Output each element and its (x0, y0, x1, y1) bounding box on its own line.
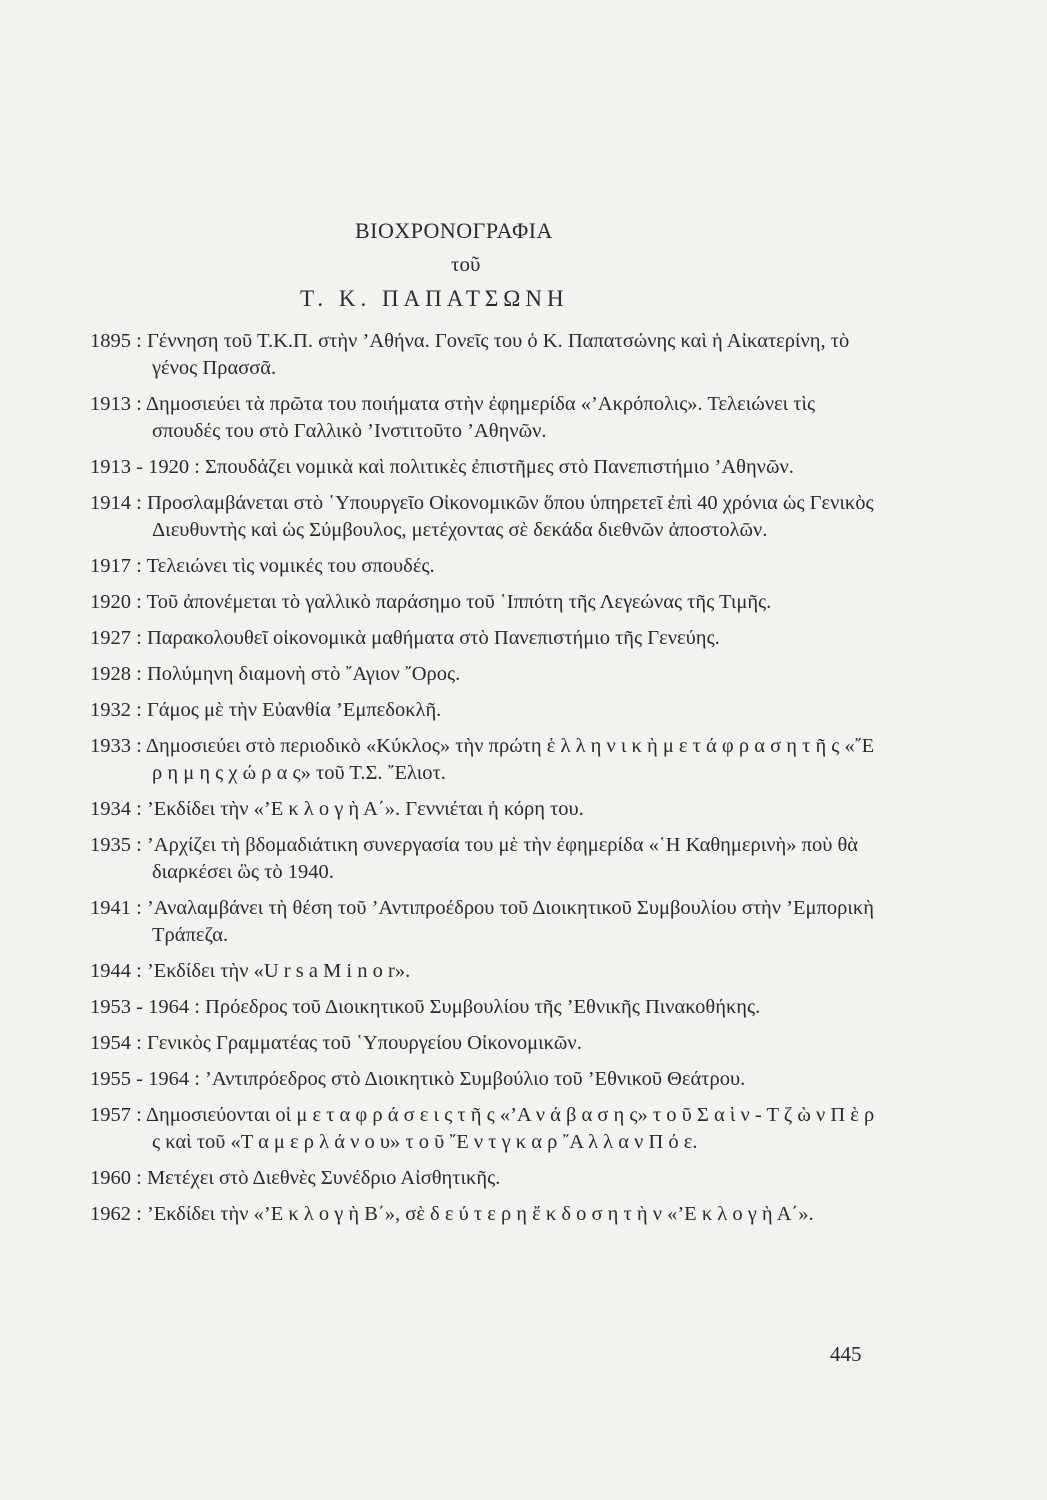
entry-text: ’Αντιπρόεδρος στὸ Διοικητικὸ Συμβούλιο τοῦ ’Εθνικοῦ Θεάτρου. (205, 1068, 746, 1090)
chronology-entry (90, 1165, 880, 1192)
chronology-entry (90, 1102, 880, 1156)
entry-text: Σπουδάζει νομικὰ καὶ πολιτικὲς ἐπιστῆμες στὸ Πανεπιστήμιο ’Αθηνῶν. (205, 456, 794, 478)
page-title: ΒΙΟΧΡΟΝΟΓΡΑΦΙΑ (355, 218, 553, 243)
entry-text: Πολύμηνη διαμονὴ στὸ ῎Αγιον ῎Ορος. (146, 663, 461, 685)
chronology-entry (90, 1201, 880, 1228)
entry-text: Τελειώνει τὶς νομικές του σπουδές. (146, 555, 435, 577)
chronology-entry (90, 832, 880, 886)
chronology-entry (90, 328, 880, 382)
entry-year: 1953 - 1964 : (90, 996, 200, 1018)
entry-text: Γέννηση τοῦ Τ.Κ.Π. στὴν ’Αθήνα. Γονεῖς του ὁ Κ. Παπατσώνης καὶ ἡ Αἰκατερίνη, τὸ γένος Πρασσᾶ. (146, 330, 850, 379)
entry-year: 1927 : (90, 627, 142, 649)
entry-text: ’Εκδίδει τὴν «U r s a M i n o r». (146, 960, 411, 982)
entry-text: Δημοσιεύονται οἱ μ ε τ α φ ρ ά σ ε ι ς τ ῆ ς «’Α ν ά β α σ η ς» τ ο ῦ Σ α ὶ ν - Τ ζ ὼ ν Π ὲ ρ ς καὶ τοῦ «Τ α μ ε ρ λ ά ν ο υ» τ ο ῦ ῎Ε ν τ γ κ α ρ ῎Α λ λ α ν Π ό ε. (145, 1104, 875, 1153)
entry-year: 1944 : (90, 960, 142, 982)
entry-text: Προσλαμβάνεται στὸ ῾Υπουργεῖο Οἰκονομικῶν ὅπου ὑπηρετεῖ ἐπὶ 40 χρόνια ὡς Γενικὸς Διευθυντὴς καὶ ὡς Σύμβουλος, μετέχοντας σὲ δεκάδα διεθνῶν ἀποστολῶν. (146, 492, 874, 541)
entry-text: Δημοσιεύει τὰ πρῶτα του ποιήματα στὴν ἐφημερίδα «’Ακρόπολις». Τελειώνει τὶς σπουδές του στὸ Γαλλικὸ ’Ινστιτοῦτο ’Αθηνῶν. (145, 393, 816, 442)
chronology-entry (90, 625, 880, 652)
chronology-entry (90, 697, 880, 724)
chronology-entry (90, 454, 880, 481)
entry-year: 1917 : (90, 555, 142, 577)
entry-year: 1941 : (90, 897, 142, 919)
chronology-entry (90, 796, 880, 823)
entry-text: ’Εκδίδει τὴν «’Ε κ λ ο γ ὴ Α΄». Γεννιέται ἡ κόρη του. (146, 798, 584, 820)
chronology-entry (90, 661, 880, 688)
entry-text: Δημοσιεύει στὸ περιοδικὸ «Κύκλος» τὴν πρώτη ἑ λ λ η ν ι κ ὴ μ ε τ ά φ ρ α σ η τ ῆ ς «῎Ε ρ η μ η ς χ ώ ρ α ς» τοῦ Τ.Σ. ῎Ελιοτ. (145, 735, 875, 784)
entry-text: Τοῦ ἀπονέμεται τὸ γαλλικὸ παράσημο τοῦ ῾Ιππότη τῆς Λεγεώνας τῆς Τιμῆς. (146, 591, 772, 613)
entry-year: 1913 - 1920 : (90, 456, 200, 478)
chronology-entry (90, 391, 880, 445)
entry-text: Γάμος μὲ τὴν Εὐανθία ’Εμπεδοκλῆ. (146, 699, 442, 721)
entry-text: ’Εκδίδει τὴν «’Ε κ λ ο γ ὴ Β΄», σὲ δ ε ύ τ ε ρ η ἔ κ δ ο σ η τ ὴ ν «’Ε κ λ ο γ ὴ Α΄». (146, 1203, 814, 1225)
entry-text: ’Αναλαμβάνει τὴ θέση τοῦ ’Αντιπροέδρου τοῦ Διοικητικοῦ Συμβουλίου στὴν ’Εμπορικὴ Τράπεζα. (146, 897, 874, 946)
chronology-entry (90, 553, 880, 580)
entry-year: 1913 : (90, 393, 142, 415)
entry-year: 1960 : (90, 1167, 142, 1189)
author-name: Τ. Κ. ΠΑΠΑΤΣΩΝΗ (300, 286, 569, 311)
chronology-list (90, 328, 880, 1237)
page-number: 445 (830, 1342, 862, 1366)
chronology-entry (90, 589, 880, 616)
chronology-entry (90, 490, 880, 544)
entry-text: Παρακολουθεῖ οἰκονομικὰ μαθήματα στὸ Πανεπιστήμιο τῆς Γενεύης. (146, 627, 720, 649)
chronology-entry (90, 1066, 880, 1093)
entry-year: 1920 : (90, 591, 142, 613)
entry-year: 1935 : (90, 834, 142, 856)
entry-year: 1957 : (90, 1104, 142, 1126)
entry-year: 1914 : (90, 492, 142, 514)
entry-year: 1928 : (90, 663, 142, 685)
entry-year: 1962 : (90, 1203, 142, 1225)
entry-year: 1933 : (90, 735, 142, 757)
chronology-entry (90, 994, 880, 1021)
chronology-entry (90, 1030, 880, 1057)
chronology-entry (90, 733, 880, 787)
entry-text: Πρόεδρος τοῦ Διοικητικοῦ Συμβουλίου τῆς ’Εθνικῆς Πινακοθήκης. (205, 996, 761, 1018)
chronology-entry (90, 958, 880, 985)
entry-year: 1954 : (90, 1032, 142, 1054)
entry-text: ’Αρχίζει τὴ βδομαδιάτικη συνεργασία του μὲ τὴν ἐφημερίδα «῾Η Καθημερινὴ» ποὺ θὰ διαρκέσει ὣς τὸ 1940. (146, 834, 859, 883)
entry-text: Μετέχει στὸ Διεθνὲς Συνέδριο Αἰσθητικῆς. (146, 1167, 501, 1189)
entry-text: Γενικὸς Γραμματέας τοῦ ῾Υπουργείου Οἰκονομικῶν. (146, 1032, 582, 1054)
entry-year: 1955 - 1964 : (90, 1068, 200, 1090)
entry-year: 1895 : (90, 330, 142, 352)
title-connector: τοῦ (451, 252, 481, 276)
chronology-entry (90, 895, 880, 949)
entry-year: 1932 : (90, 699, 142, 721)
entry-year: 1934 : (90, 798, 142, 820)
